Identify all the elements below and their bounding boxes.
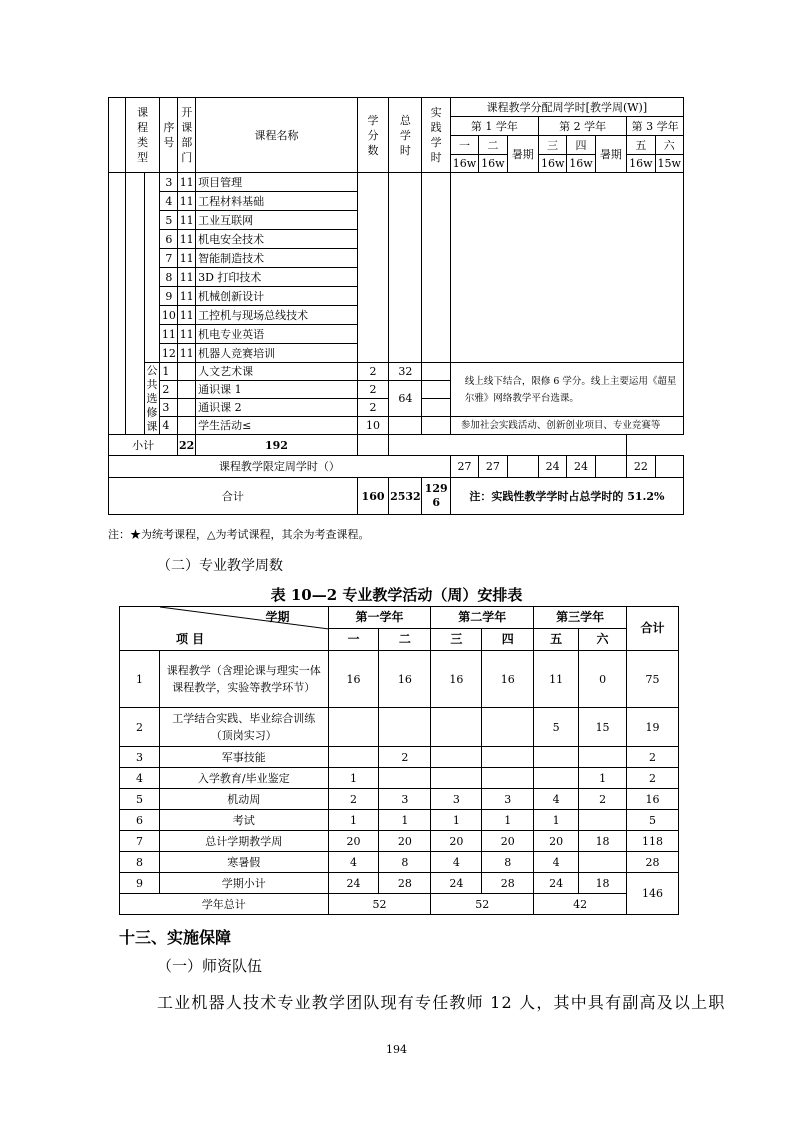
row-value [379, 768, 431, 789]
table-row-name: 工程材料基础 [196, 192, 358, 211]
sem2-header: 二 [479, 136, 507, 155]
year-total-y3: 42 [534, 894, 627, 915]
diagonal-line [120, 607, 328, 651]
table-row-dept: 11 [178, 287, 196, 306]
table-row-name: 工控机与现场总线技术 [196, 306, 358, 325]
row-value: 24 [534, 873, 579, 894]
row-no: 2 [120, 708, 160, 747]
row-value: 20 [431, 831, 482, 852]
table-row-name: 机器人竞赛培训 [196, 344, 358, 363]
row-value: 1 [379, 810, 431, 831]
row-value [328, 708, 379, 747]
sem5-header: 五 [534, 629, 579, 651]
blank-cell [655, 456, 683, 478]
limit-s4: 24 [567, 456, 595, 478]
table-row-seq: 2 [160, 381, 178, 399]
blank-cell [109, 173, 126, 435]
limit-s3: 24 [539, 456, 567, 478]
seq-header: 序号 [160, 98, 178, 173]
blank-cell [389, 417, 422, 435]
table-row-seq: 8 [160, 268, 178, 287]
dept-header: 开课部门 [178, 98, 196, 173]
row-value: 16 [379, 651, 431, 708]
row-value: 28 [379, 873, 431, 894]
row-total: 75 [627, 651, 679, 708]
row-value: 0 [579, 651, 627, 708]
total-hours: 2532 [389, 478, 422, 515]
blank-cell [389, 173, 422, 363]
section-heading-13-1: （一）师资队伍 [157, 957, 263, 975]
sem1-header: 一 [328, 629, 379, 651]
row-item: 入学教育/毕业鉴定 [159, 768, 328, 789]
row-value: 4 [431, 852, 482, 873]
row-value: 1 [579, 768, 627, 789]
total-practice: 1296 [422, 478, 450, 515]
row-value: 1 [328, 810, 379, 831]
table-row-dept: 11 [178, 249, 196, 268]
blank-cell [450, 173, 683, 363]
row-no: 8 [120, 852, 160, 873]
row-value: 28 [482, 873, 534, 894]
term-item-header [120, 607, 329, 651]
row-item: 学期小计 [159, 873, 328, 894]
week5-header: 16w [627, 155, 655, 173]
subtotal-credit: 22 [178, 435, 196, 456]
year3-header: 第 3 学年 [627, 117, 684, 136]
table-row-dept: 11 [178, 268, 196, 287]
row-item: 机动周 [159, 789, 328, 810]
table-row-credit: 2 [357, 381, 388, 399]
table-row-name: 人文艺术课 [196, 363, 358, 381]
table-row-seq: 12 [160, 344, 178, 363]
table-row-hours: 32 [389, 363, 422, 381]
table-row-name: 工业互联网 [196, 211, 358, 230]
row-total: 5 [627, 810, 679, 831]
table-row-credit: 2 [357, 399, 388, 417]
row-value: 15 [579, 708, 627, 747]
row-value [482, 768, 534, 789]
row-item: 寒暑假 [159, 852, 328, 873]
section-heading-13: 十三、实施保障 [119, 928, 232, 947]
table-row-seq: 6 [160, 230, 178, 249]
week2-header: 16w [479, 155, 507, 173]
year1-header: 第一学年 [328, 607, 431, 629]
practice-header: 实践学时 [422, 98, 450, 173]
row-total: 118 [627, 831, 679, 852]
row-item: 军事技能 [159, 747, 328, 768]
table-row-dept: 11 [178, 230, 196, 249]
summer1-header: 暑期 [507, 136, 538, 173]
row-item: 工学结合实践、毕业综合训练（顶岗实习） [159, 708, 328, 747]
table-row-hours: 64 [389, 381, 422, 417]
blank-cell [422, 417, 450, 435]
table-row-seq: 9 [160, 287, 178, 306]
row-value: 2 [579, 789, 627, 810]
activity-note: 参加社会实践活动、创新创业项目、专业竞赛等 [450, 417, 683, 435]
sem5-header: 五 [627, 136, 655, 155]
row-total: 146 [627, 873, 679, 915]
row-no: 4 [120, 768, 160, 789]
blank-cell [178, 363, 196, 381]
name-header: 课程名称 [196, 98, 358, 173]
row-item: 考试 [159, 810, 328, 831]
table-row-dept: 11 [178, 306, 196, 325]
table-row-seq: 4 [160, 417, 178, 435]
year1-header: 第 1 学年 [450, 117, 538, 136]
row-value: 11 [534, 651, 579, 708]
row-no: 1 [120, 651, 160, 708]
row-value [431, 768, 482, 789]
blank-cell [178, 417, 196, 435]
table-footnote: 注：★为统考课程，△为考试课程，其余为考查课程。 [108, 528, 370, 541]
page-number: 194 [386, 1043, 407, 1056]
row-no: 5 [120, 789, 160, 810]
sem3-header: 三 [539, 136, 567, 155]
blank-cell [178, 381, 196, 399]
table-row-name: 通识课 2 [196, 399, 358, 417]
distribution-header: 课程教学分配周学时[教学周(W)] [450, 98, 683, 117]
row-value: 18 [579, 831, 627, 852]
table-row-seq: 4 [160, 192, 178, 211]
week3-header: 16w [539, 155, 567, 173]
row-item: 总计学期教学周 [159, 831, 328, 852]
blank-cell [422, 399, 450, 417]
blank-cell [389, 435, 627, 456]
row-value [579, 852, 627, 873]
blank-cell [144, 173, 160, 363]
row-value [534, 747, 579, 768]
table-row-name: 项目管理 [196, 173, 358, 192]
row-value [431, 708, 482, 747]
item-label: 项 目 [176, 632, 205, 646]
row-value: 18 [579, 873, 627, 894]
sem4-header: 四 [482, 629, 534, 651]
body-paragraph: 工业机器人技术专业教学团队现有专任教师 12 人，其中具有副高及以上职 [157, 993, 726, 1012]
sem4-header: 四 [567, 136, 595, 155]
sem6-header: 六 [579, 629, 627, 651]
hours-header: 总学时 [389, 98, 422, 173]
total-note: 注：实践性教学学时占总学时的 51.2% [450, 478, 683, 515]
total-credit: 160 [357, 478, 388, 515]
blank-cell [507, 456, 538, 478]
sem6-header: 六 [655, 136, 683, 155]
table-row-name: 机电专业英语 [196, 325, 358, 344]
week1-header: 16w [450, 155, 478, 173]
table-row-dept: 11 [178, 211, 196, 230]
term-label: 学期 [265, 610, 290, 624]
row-value: 4 [328, 852, 379, 873]
row-value: 1 [431, 810, 482, 831]
year2-header: 第 2 学年 [539, 117, 627, 136]
table-row-seq: 7 [160, 249, 178, 268]
blank-cell [595, 456, 626, 478]
row-value: 20 [328, 831, 379, 852]
row-value: 24 [328, 873, 379, 894]
row-value: 20 [482, 831, 534, 852]
table-row-name: 机电安全技术 [196, 230, 358, 249]
table2-caption: 表 10—2 专业教学活动（周）安排表 [270, 586, 523, 604]
year2-header: 第二学年 [431, 607, 534, 629]
row-total: 16 [627, 789, 679, 810]
row-value: 1 [328, 768, 379, 789]
table-row-dept: 11 [178, 344, 196, 363]
table-row-name: 智能制造技术 [196, 249, 358, 268]
row-value: 16 [328, 651, 379, 708]
sem1-header: 一 [450, 136, 478, 155]
row-value: 20 [379, 831, 431, 852]
sem2-header: 二 [379, 629, 431, 651]
row-no: 7 [120, 831, 160, 852]
summer2-header: 暑期 [595, 136, 626, 173]
row-value: 2 [328, 789, 379, 810]
blank-cell [357, 435, 388, 456]
table-row-name: 3D 打印技术 [196, 268, 358, 287]
course-table [108, 97, 684, 515]
table-row-name: 学生活动≤ [196, 417, 358, 435]
table-row-seq: 5 [160, 211, 178, 230]
row-value: 3 [379, 789, 431, 810]
row-value: 20 [534, 831, 579, 852]
row-value: 8 [482, 852, 534, 873]
row-total: 28 [627, 852, 679, 873]
row-value [328, 747, 379, 768]
blank-cell [422, 363, 450, 381]
table-row-seq: 1 [160, 363, 178, 381]
year-total-label: 学年总计 [120, 894, 329, 915]
row-item: 课程教学（含理论课与理实一体课程教学，实验等教学环节） [159, 651, 328, 708]
section-heading-weeks: （二）专业教学周数 [157, 558, 283, 574]
table-row-seq: 3 [160, 399, 178, 417]
table-row-name: 机械创新设计 [196, 287, 358, 306]
limit-label: 课程教学限定周学时（） [109, 456, 451, 478]
limit-s5: 22 [627, 456, 655, 478]
table-row-seq: 3 [160, 173, 178, 192]
subtotal-label: 小计 [109, 435, 178, 456]
week4-header: 16w [567, 155, 595, 173]
blank-cell [422, 381, 450, 399]
total-label: 合计 [109, 478, 358, 515]
row-value: 1 [482, 810, 534, 831]
blank-cell [109, 98, 126, 173]
limit-s2: 27 [479, 456, 507, 478]
public-elective-note: 线上线下结合，限修 6 学分。线上主要运用《超星尔雅》网络教学平台选课。 [450, 363, 683, 417]
table-row-dept: 11 [178, 325, 196, 344]
blank-cell [357, 173, 388, 363]
row-value: 4 [534, 789, 579, 810]
row-value [431, 747, 482, 768]
row-value: 3 [482, 789, 534, 810]
blank-cell [178, 399, 196, 417]
table-row-dept: 11 [178, 192, 196, 211]
row-no: 3 [120, 747, 160, 768]
row-value [534, 768, 579, 789]
year3-header: 第三学年 [534, 607, 627, 629]
row-value: 3 [431, 789, 482, 810]
table-row-seq: 11 [160, 325, 178, 344]
row-total: 19 [627, 708, 679, 747]
row-value [379, 708, 431, 747]
row-value: 1 [534, 810, 579, 831]
row-value: 5 [534, 708, 579, 747]
row-value [579, 747, 627, 768]
row-value: 4 [534, 852, 579, 873]
weeks-table [119, 606, 679, 915]
row-value: 8 [379, 852, 431, 873]
row-no: 9 [120, 873, 160, 894]
row-no: 6 [120, 810, 160, 831]
year-total-y2: 52 [431, 894, 534, 915]
credit-header: 学分数 [357, 98, 388, 173]
row-total: 2 [627, 747, 679, 768]
row-value [482, 708, 534, 747]
week6-header: 15w [655, 155, 683, 173]
public-elective-label: 公共选修课 [144, 363, 160, 435]
course-type-header: 课程类型 [125, 98, 160, 173]
year-total-y1: 52 [328, 894, 431, 915]
row-value: 2 [379, 747, 431, 768]
subtotal-hours: 192 [196, 435, 358, 456]
blank-cell [125, 173, 144, 435]
row-total: 2 [627, 768, 679, 789]
row-value: 16 [431, 651, 482, 708]
sem3-header: 三 [431, 629, 482, 651]
table-row-name: 通识课 1 [196, 381, 358, 399]
row-value [482, 747, 534, 768]
table-row-credit: 10 [357, 417, 388, 435]
row-value [579, 810, 627, 831]
row-value: 16 [482, 651, 534, 708]
blank-cell [422, 173, 450, 363]
total-header: 合计 [627, 607, 679, 651]
limit-s1: 27 [450, 456, 478, 478]
table-row-seq: 10 [160, 306, 178, 325]
row-value: 24 [431, 873, 482, 894]
table-row-dept: 11 [178, 173, 196, 192]
table-row-credit: 2 [357, 363, 388, 381]
